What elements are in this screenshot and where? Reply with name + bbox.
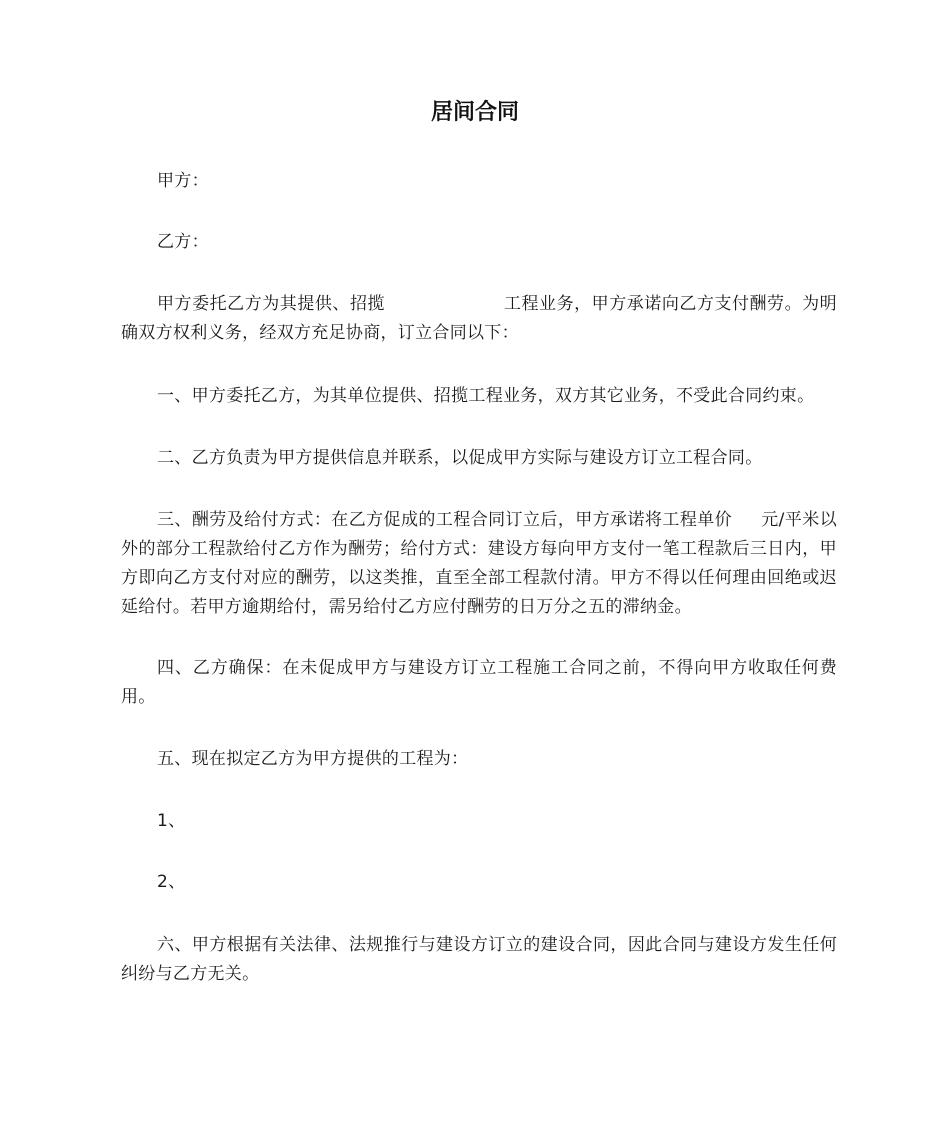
- clause-5: 五、现在拟定乙方为甲方提供的工程为：: [157, 749, 469, 769]
- clause-4: 四、乙方确保：在未促成甲方与建设方订立工程施工合同之前，不得向甲方收取任何费用。: [121, 658, 837, 707]
- clause-1: 一、甲方委托乙方，为其单位提供、招揽工程业务，双方其它业务，不受此合同约束。: [157, 386, 815, 406]
- project-item-1: 1、: [157, 811, 186, 831]
- party-a-line: 甲方：: [157, 171, 209, 191]
- party-b-line: 乙方：: [157, 232, 209, 252]
- project-item-2: 2、: [157, 872, 186, 892]
- clause-2: 二、乙方负责为甲方提供信息并联系，以促成甲方实际与建设方订立工程合同。: [157, 448, 763, 468]
- document-title: 居间合同: [430, 100, 519, 125]
- clause-3: 三、酬劳及给付方式：在乙方促成的工程合同订立后，甲方承诺将工程单价 元/平米以外的部分工程款给付乙方作为酬劳；给付方式：建设方每向甲方支付一笔工程款后三日内，甲方即向乙方支付对应的酬劳，以这类推，直至全部工程款付清。甲方不得以任何理由回绝或迟延给付。若甲方逾期给付，需另给付乙方应付酬劳的日万分之五的滞纳金。: [121, 510, 837, 617]
- clause-6: 六、甲方根据有关法律、法规推行与建设方订立的建设合同，因此合同与建设方发生任何纠纷与乙方无关。: [121, 935, 837, 984]
- intro-paragraph: 甲方委托乙方为其提供、招揽 工程业务，甲方承诺向乙方支付酬劳。为明确双方权利义务，经双方充足协商，订立合同以下：: [121, 294, 837, 343]
